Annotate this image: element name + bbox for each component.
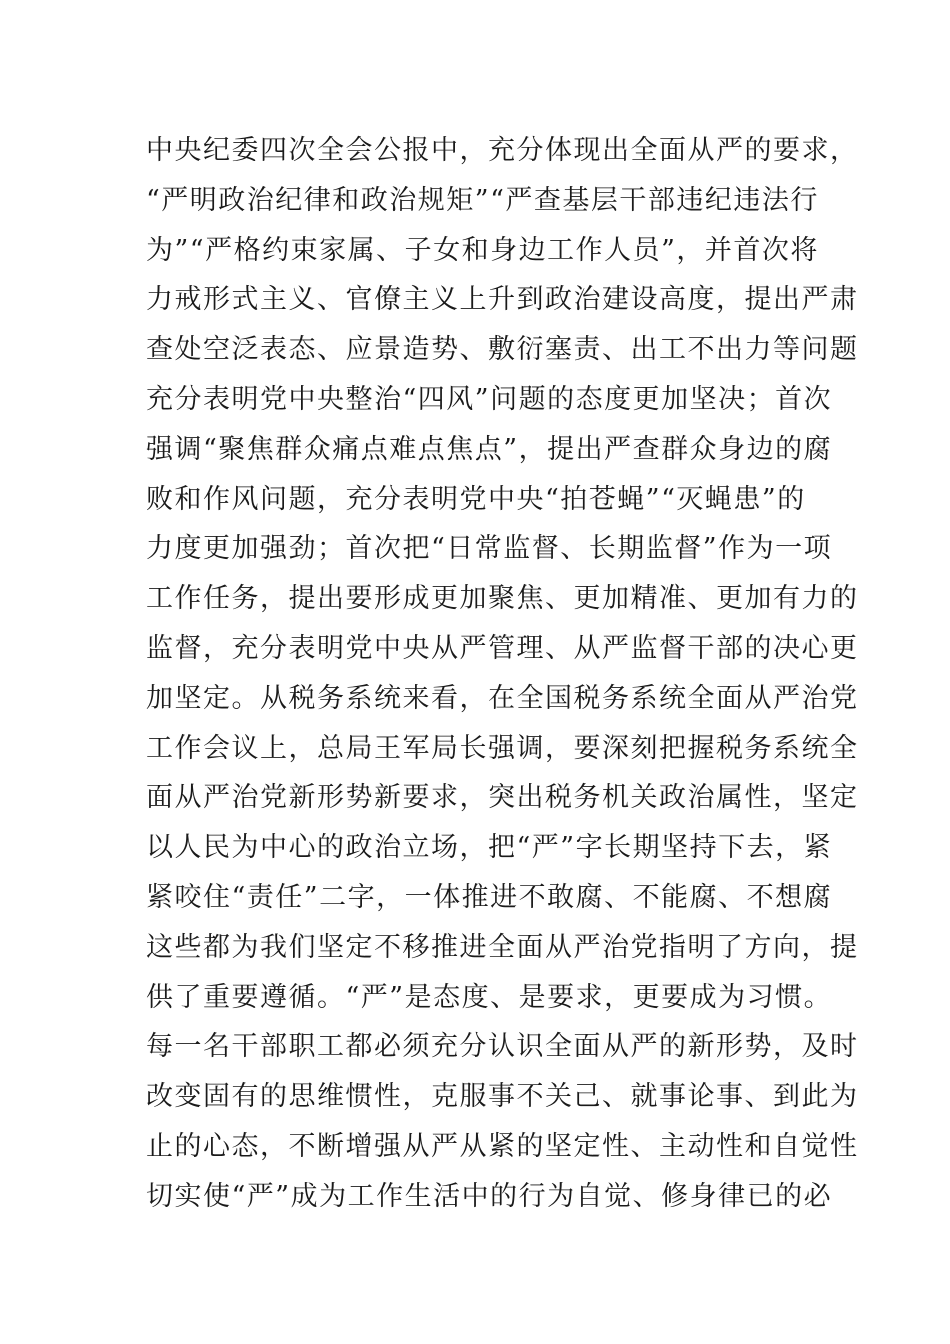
text-line: 工作会议上，总局王军局长强调，要深刻把握税务系统全 — [146, 732, 859, 764]
text-line: 中央纪委四次全会公报中，充分体现出全面从严的要求， — [146, 135, 859, 166]
text-line: “严明政治纪律和政治规矩”“严查基层干部违纪违法行 — [146, 184, 819, 216]
text-line: 充分表明党中央整治“四风”问题的态度更加坚决；首次 — [146, 383, 833, 415]
text-line: 以人民为中心的政治立场，把“严”字长期坚持下去，紧 — [146, 832, 833, 864]
text-line: 监督，充分表明党中央从严管理、从严监督干部的决心更 — [146, 632, 859, 664]
body-paragraph — [146, 126, 859, 1222]
text-line: 供了重要遵循。“严”是态度、是要求，更要成为习惯。 — [146, 981, 833, 1013]
text-line: 强调“聚焦群众痛点难点焦点”，提出严查群众身边的腐 — [146, 433, 833, 465]
text-line: 这些都为我们坚定不移推进全面从严治党指明了方向，提 — [146, 931, 859, 963]
text-line: 改变固有的思维惯性，克服事不关己、就事论事、到此为 — [146, 1081, 859, 1113]
text-line: 力戒形式主义、官僚主义上升到政治建设高度，提出严肃 — [146, 284, 859, 316]
text-line: 加坚定。从税务系统来看，在全国税务系统全面从严治党 — [146, 682, 859, 714]
text-line: 为”“严格约束家属、子女和身边工作人员”，并首次将 — [146, 234, 819, 266]
text-line: 力度更加强劲；首次把“日常监督、长期监督”作为一项 — [146, 533, 833, 565]
text-line: 每一名干部职工都必须充分认识全面从严的新形势，及时 — [146, 1031, 859, 1063]
text-line: 面从严治党新形势新要求，突出税务机关政治属性，坚定 — [146, 782, 859, 814]
text-line: 败和作风问题，充分表明党中央“拍苍蝇”“灭蝇患”的 — [146, 483, 806, 515]
text-line: 查处空泛表态、应景造势、敷衍塞责、出工不出力等问题 — [146, 334, 859, 366]
text-line: 止的心态，不断增强从严从紧的坚定性、主动性和自觉性 — [146, 1130, 859, 1162]
text-line: 切实使“严”成为工作生活中的行为自觉、修身律已的必 — [146, 1180, 833, 1212]
text-line: 工作任务，提出要形成更加聚焦、更加精准、更加有力的 — [146, 583, 859, 615]
text-line: 紧咬住“责任”二字，一体推进不敢腐、不能腐、不想腐 — [146, 881, 833, 913]
